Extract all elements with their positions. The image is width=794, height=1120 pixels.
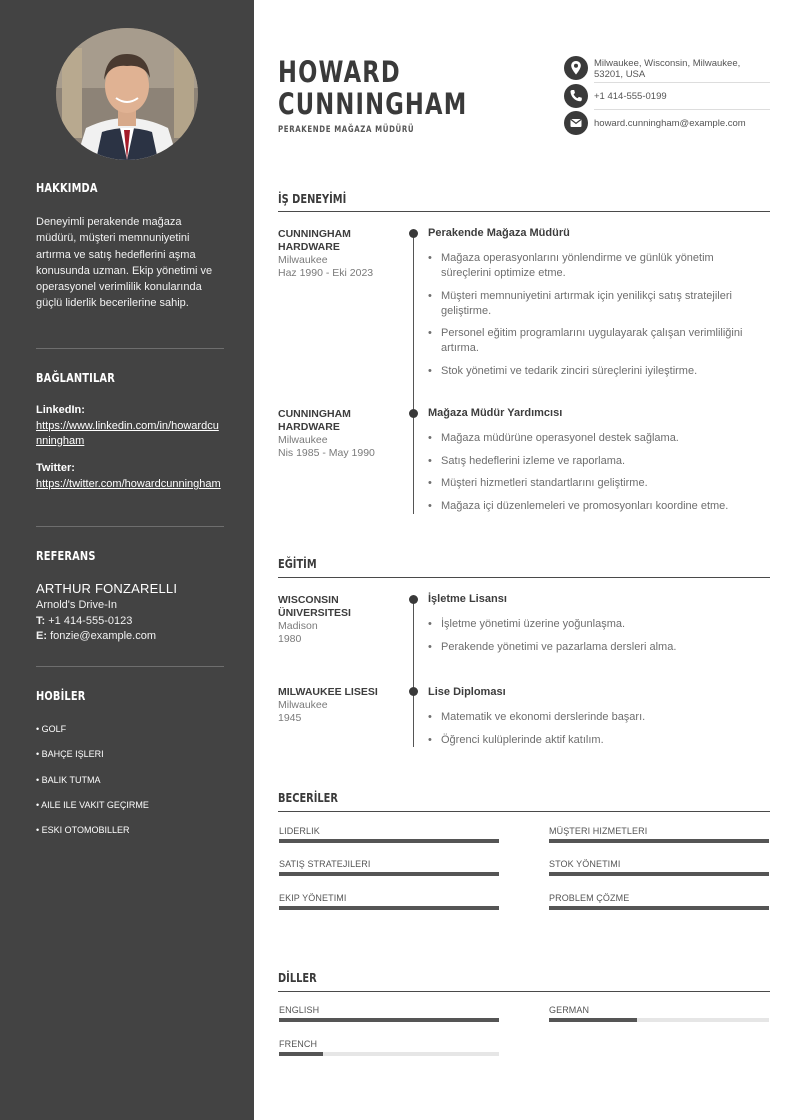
divider <box>36 348 224 349</box>
bullet-item: • Personel eğitim programlarını uygulayarak çalışan verimliliğini artırma. <box>428 326 763 356</box>
education-title: EĞİTİM <box>278 557 317 571</box>
company-name: CUNNINGHAM HARDWARE <box>278 408 351 433</box>
education-org-2 <box>278 686 398 725</box>
skill-label: MÜŞTERI HIZMETLERI <box>549 826 648 836</box>
location-text: Milwaukee, Wisconsin, Milwaukee, 53201, USA <box>594 58 741 80</box>
timeline-dot <box>409 409 418 418</box>
skill-item <box>549 826 769 843</box>
role-title: Mağaza Müdür Yardımcısı <box>428 407 563 419</box>
about-section <box>36 181 224 195</box>
skill-bar-track <box>549 906 769 910</box>
job-title: PERAKENDE MAĞAZA MÜDÜRÜ <box>278 125 415 135</box>
location-pin-icon <box>564 56 588 80</box>
bullet-item: • Mağaza müdürüne operasyonel destek sağlama. <box>428 431 763 446</box>
name-line-1: HOWARD <box>278 55 401 89</box>
twitter-block <box>36 462 224 492</box>
job-dates: Haz 1990 - Eki 2023 <box>278 267 374 279</box>
language-label: GERMAN <box>549 1005 590 1015</box>
education-timeline <box>413 600 414 747</box>
skill-bar-fill <box>279 872 499 876</box>
skill-item <box>549 893 769 910</box>
linkedin-link[interactable]: https://www.linkedin.com/in/howardcunningham <box>36 420 219 447</box>
school-name: WISCONSIN ÜNIVERSITESI <box>278 594 351 619</box>
hobby-item: • BAHÇE IŞLERI <box>36 749 104 760</box>
degree-title: İşletme Lisansı <box>428 593 507 605</box>
twitter-label: Twitter: <box>36 462 75 474</box>
bullet-item: • Perakende yönetimi ve pazarlama dersleri alma. <box>428 640 763 655</box>
experience-org-2 <box>278 408 398 460</box>
section-rule <box>278 811 770 812</box>
avatar <box>56 28 198 160</box>
bullet-item: • Satış hedeflerini izleme ve raporlama. <box>428 454 763 469</box>
hobby-item: • ESKI OTOMOBILLER <box>36 825 130 836</box>
phone-icon <box>564 84 588 108</box>
sidebar <box>0 0 254 1120</box>
email-text: howard.cunningham@example.com <box>594 118 746 129</box>
contact-block <box>564 56 770 146</box>
skill-label: SATIŞ STRATEJILERI <box>279 859 371 869</box>
profile-photo <box>56 28 198 160</box>
skill-label: EKIP YÖNETIMI <box>279 893 347 903</box>
skill-bar-fill <box>279 839 499 843</box>
job-dates: Nis 1985 - May 1990 <box>278 447 375 459</box>
reference-phone: +1 414-555-0123 <box>48 614 133 627</box>
reference-name: ARTHUR FONZARELLI <box>36 581 178 596</box>
hobbies-list <box>36 723 224 849</box>
hobby-item: • GOLF <box>36 724 67 734</box>
reference-section <box>36 549 224 563</box>
divider <box>594 109 770 110</box>
language-label: ENGLISH <box>279 1005 320 1015</box>
skill-bar-track <box>549 839 769 843</box>
bullet-item: • İşletme yönetimi üzerine yoğunlaşma. <box>428 617 763 632</box>
skill-bar-fill <box>549 872 769 876</box>
school-name: MILWAUKEE LISESI <box>278 686 378 698</box>
skill-label: LIDERLIK <box>279 826 320 836</box>
bullet-item: • Müşteri hizmetleri standartlarını geliştirme. <box>428 476 763 491</box>
skill-item <box>279 859 499 876</box>
role-title: Perakende Mağaza Müdürü <box>428 227 570 239</box>
skill-item <box>279 826 499 843</box>
linkedin-block <box>36 404 224 449</box>
experience-title: İŞ DENEYİMİ <box>278 192 347 206</box>
about-title: HAKKIMDA <box>36 181 98 195</box>
linkedin-label: LinkedIn: <box>36 404 85 416</box>
skill-item <box>279 893 499 910</box>
education-bullets-1 <box>428 617 763 662</box>
reference-company: Arnold's Drive-In <box>36 599 117 611</box>
company-name: CUNNINGHAM HARDWARE <box>278 228 351 253</box>
education-org-1 <box>278 594 398 646</box>
reference-email-row <box>36 629 224 645</box>
language-item <box>549 1005 769 1022</box>
timeline-dot <box>409 229 418 238</box>
school-year: 1980 <box>278 633 302 645</box>
education-bullets-2 <box>428 710 763 755</box>
bullet-item: • Öğrenci kulüplerinde aktif katılım. <box>428 733 763 748</box>
reference-block <box>36 581 224 645</box>
hobby-item: • AILE ILE VAKIT GEÇIRME <box>36 799 149 810</box>
language-bar-fill <box>279 1018 499 1022</box>
company-city: Milwaukee <box>278 254 328 266</box>
language-bar-fill <box>279 1052 323 1056</box>
company-city: Milwaukee <box>278 434 328 446</box>
reference-email-label: E: <box>36 630 47 642</box>
skill-label: STOK YÖNETIMI <box>549 859 621 869</box>
divider <box>594 82 770 83</box>
bullet-item: • Matematik ve ekonomi derslerinde başarı. <box>428 710 763 725</box>
reference-phone-row <box>36 614 224 630</box>
language-bar-fill <box>549 1018 637 1022</box>
language-item <box>279 1005 499 1022</box>
section-rule <box>278 991 770 992</box>
divider <box>36 666 224 667</box>
skill-label: PROBLEM ÇÖZME <box>549 893 630 903</box>
bullet-item: • Stok yönetimi ve tedarik zinciri süreçlerini iyileştirme. <box>428 364 763 379</box>
experience-bullets-2 <box>428 431 763 521</box>
experience-org-1 <box>278 228 398 280</box>
bullet-item: • Müşteri memnuniyetini artırmak için yenilikçi satış stratejileri geliştirme. <box>428 289 763 319</box>
experience-timeline <box>413 234 414 514</box>
section-rule <box>278 211 770 212</box>
section-rule <box>278 577 770 578</box>
skill-bar-fill <box>549 839 769 843</box>
skill-bar-track <box>279 906 499 910</box>
skills-title: BECERİLER <box>278 791 338 805</box>
links-section <box>36 371 224 385</box>
twitter-link[interactable]: https://twitter.com/howardcunningham <box>36 478 221 490</box>
reference-title: REFERANS <box>36 549 96 563</box>
experience-bullets-1 <box>428 251 763 386</box>
bullet-item: • Mağaza operasyonlarını yönlendirme ve günlük yönetim süreçlerini optimize etme. <box>428 251 763 281</box>
skill-bar-track <box>549 872 769 876</box>
links-title: BAĞLANTILAR <box>36 371 115 385</box>
hobbies-section <box>36 689 224 703</box>
language-bar-track <box>279 1052 499 1056</box>
timeline-dot <box>409 687 418 696</box>
reference-email: fonzie@example.com <box>50 630 156 642</box>
reference-phone-label: T: <box>36 614 46 627</box>
language-bar-track <box>549 1018 769 1022</box>
envelope-icon <box>564 111 588 135</box>
skill-bar-fill <box>549 906 769 910</box>
divider <box>36 526 224 527</box>
bullet-item: • Mağaza içi düzenlemeleri ve promosyonları koordine etme. <box>428 499 763 514</box>
school-city: Milwaukee <box>278 699 328 711</box>
degree-title: Lise Diploması <box>428 686 506 698</box>
language-label: FRENCH <box>279 1039 318 1049</box>
name-line-2: CUNNINGHAM <box>278 87 468 121</box>
skill-item <box>549 859 769 876</box>
skill-bar-track <box>279 839 499 843</box>
skill-bar-track <box>279 872 499 876</box>
school-year: 1945 <box>278 712 302 724</box>
about-body <box>36 214 224 312</box>
person-name <box>278 56 467 120</box>
school-city: Madison <box>278 620 318 632</box>
hobbies-title: HOBİLER <box>36 689 86 703</box>
language-item <box>279 1039 499 1056</box>
languages-title: DİLLER <box>278 971 317 985</box>
hobby-item: • BALIK TUTMA <box>36 774 101 785</box>
language-bar-track <box>279 1018 499 1022</box>
about-text: Deneyimli perakende mağaza müdürü, müşteri memnuniyetini artırma ve satış hedeflerini aşma konusunda uzman. Ekip yönetimi ve operasyonel verimlilik konularında güçlü liderlik becerilerine sahip. <box>36 216 213 310</box>
phone-text: +1 414-555-0199 <box>594 91 667 102</box>
skill-bar-fill <box>279 906 499 910</box>
timeline-dot <box>409 595 418 604</box>
